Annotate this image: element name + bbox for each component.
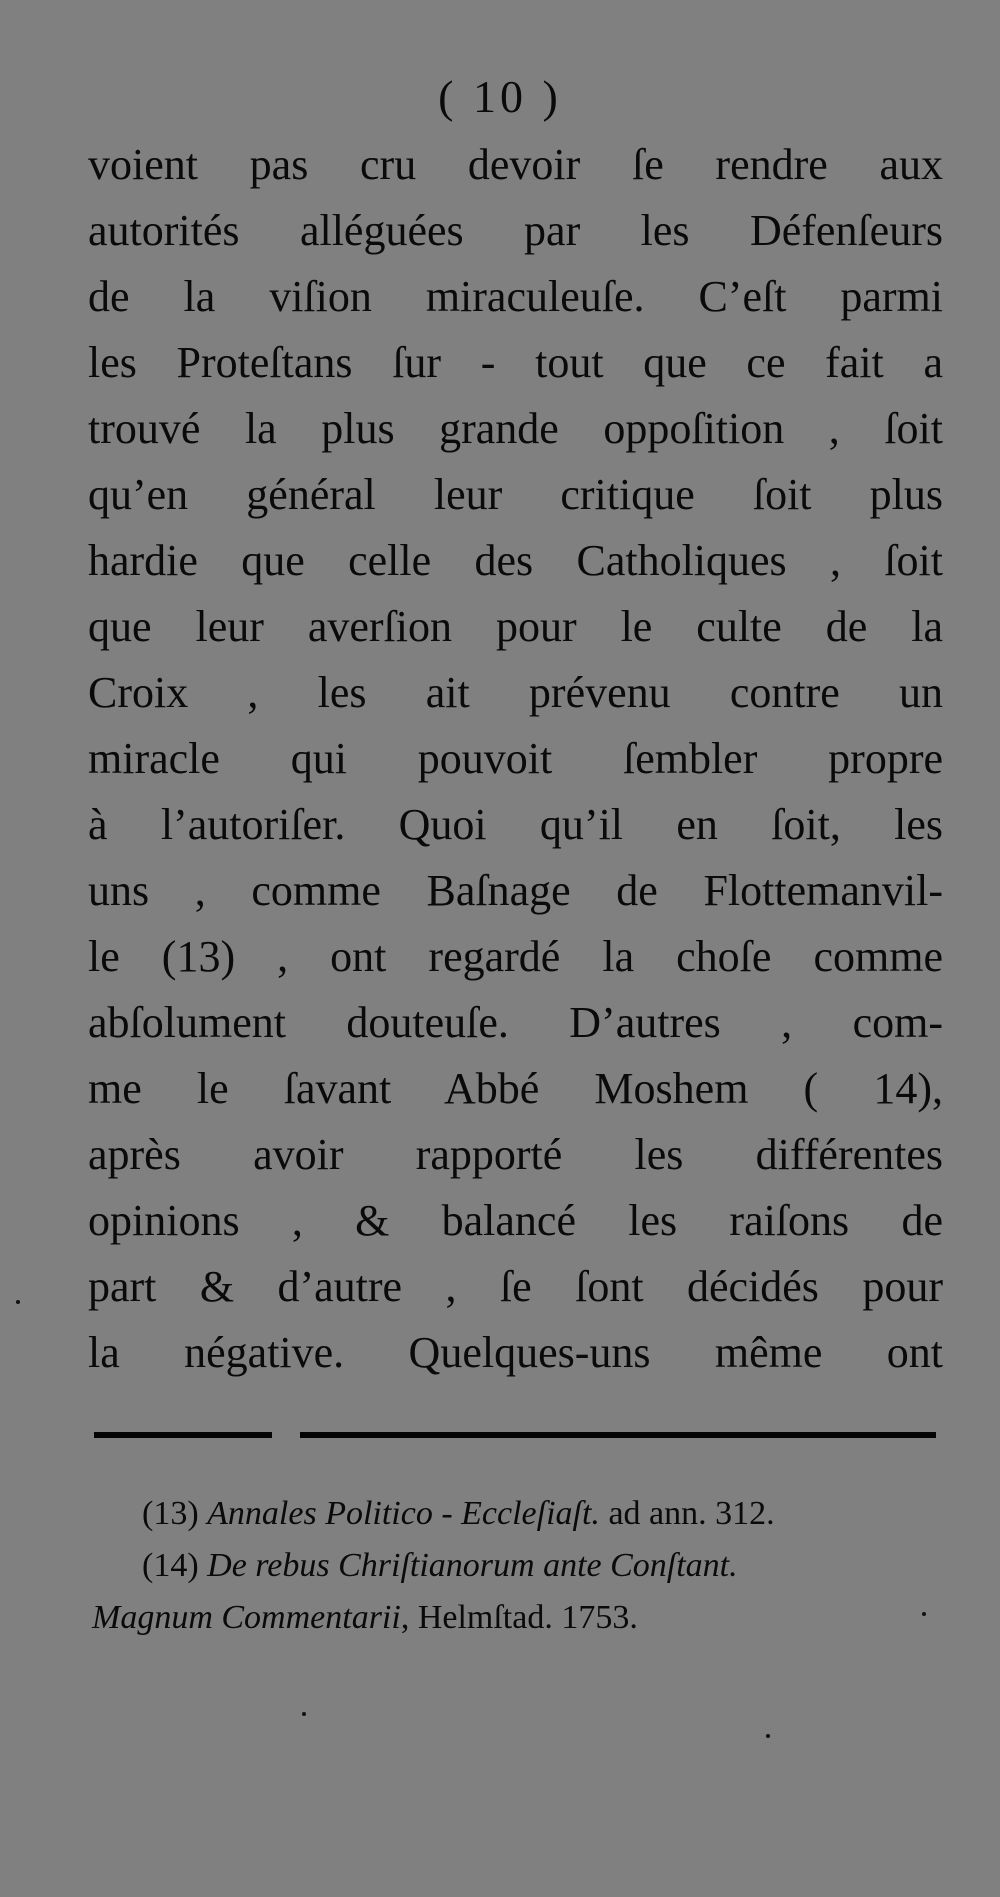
text-line: me le ſavant Abbé Moshem ( 14), (88, 1064, 943, 1113)
footnote-reference: , Helmſtad. 1753. (400, 1599, 638, 1636)
footnote-14-continued (92, 1592, 964, 1644)
footnote-13 (92, 1488, 964, 1540)
text-line: à l’autoriſer. Quoi qu’il en ſoit, les (88, 800, 943, 849)
footnote-title: Annales Politico - Eccleſiaſt. (207, 1495, 600, 1532)
text-line: de la viſion miraculeuſe. C’eſt parmi (88, 272, 943, 321)
text-line: qu’en général leur critique ſoit plus (88, 470, 943, 519)
text-line: part & d’autre , ſe ſont décidés pour (88, 1262, 943, 1311)
text-line: uns , comme Baſnage de Flottemanvil- (88, 866, 943, 915)
footnote-reference: ad ann. 312. (608, 1495, 775, 1532)
print-speck (302, 1712, 306, 1716)
text-line: Croix , les ait prévenu contre un (88, 668, 943, 717)
footnote-title: Magnum Commentarii (92, 1599, 401, 1636)
print-speck (16, 1300, 20, 1304)
footnote-separator-left (94, 1432, 272, 1438)
text-line: opinions , & balancé les raiſons de (88, 1196, 943, 1245)
text-line: le (13) , ont regardé la choſe comme (88, 932, 943, 981)
text-line: autorités alléguées par les Défenſeurs (88, 206, 943, 255)
text-line: miracle qui pouvoit ſembler propre (88, 734, 943, 783)
body-text (88, 132, 943, 1386)
text-line: après avoir rapporté les différentes (88, 1130, 943, 1179)
text-line: que leur averſion pour le culte de la (88, 602, 943, 651)
footnotes (92, 1488, 964, 1644)
text-line: la négative. Quelques-uns même ont (88, 1328, 943, 1377)
footnote-title: De rebus Chriſtianorum ante Conſtant. (207, 1547, 738, 1584)
text-line: trouvé la plus grande oppoſition , ſoit (88, 404, 943, 453)
print-speck (922, 1612, 926, 1616)
print-speck (766, 1734, 770, 1738)
footnote-separator-right (300, 1432, 936, 1438)
text-line: abſolument douteuſe. D’autres , com- (88, 998, 943, 1047)
text-line: hardie que celle des Catholiques , ſoit (88, 536, 943, 585)
page-number: ( 10 ) (438, 71, 562, 122)
footnote-14 (92, 1540, 964, 1592)
footnote-marker: (13) (142, 1495, 199, 1532)
text-line: les Proteſtans ſur - tout que ce fait a (88, 338, 943, 387)
text-line: voient pas cru devoir ſe rendre aux (88, 140, 943, 189)
footnote-marker: (14) (142, 1547, 199, 1584)
